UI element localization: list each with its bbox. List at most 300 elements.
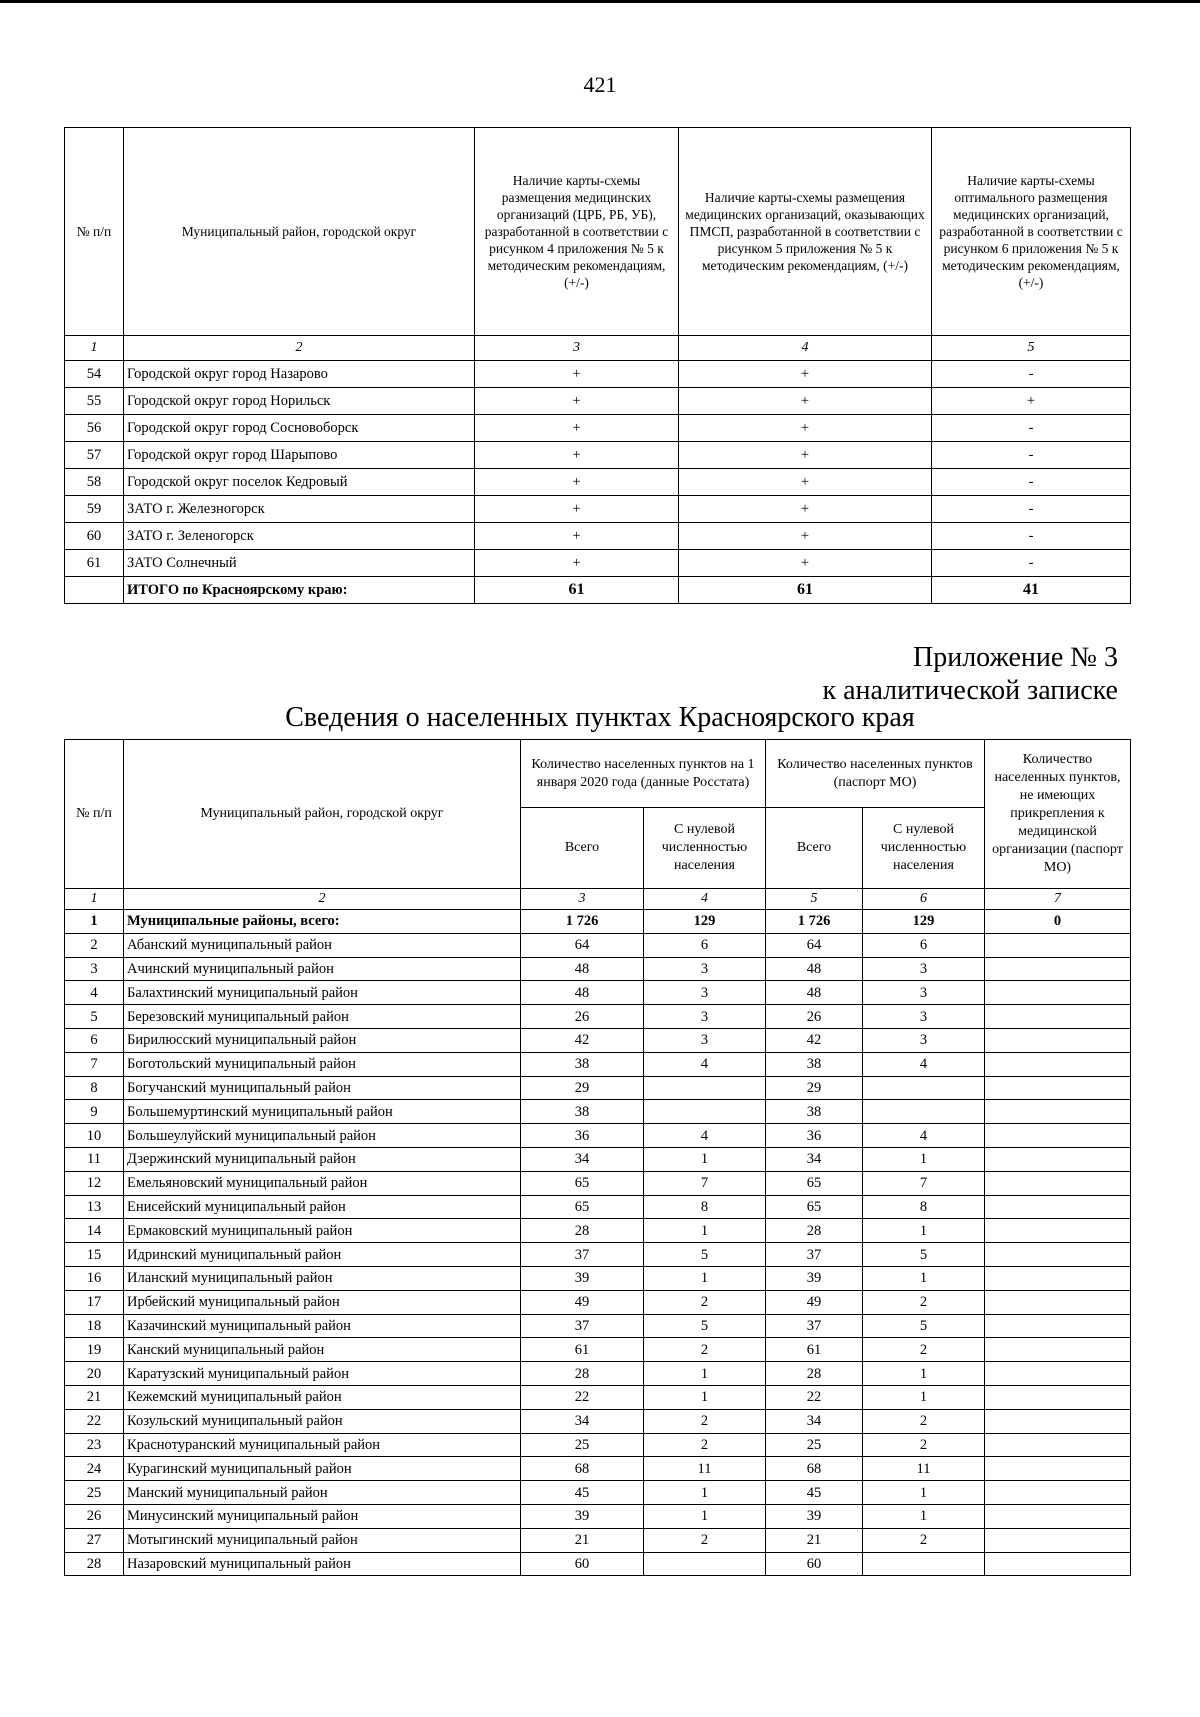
header-num: № п/п	[65, 128, 124, 336]
table-row	[65, 1005, 1131, 1029]
rosstat-total: 64	[521, 933, 644, 957]
row-number: 57	[65, 442, 124, 469]
pmsp-map-value: +	[679, 469, 932, 496]
passport-total: 38	[766, 1100, 863, 1124]
row-number: 18	[65, 1314, 124, 1338]
pmsp-map-value: +	[679, 388, 932, 415]
rosstat-zero: 1	[644, 1219, 766, 1243]
district-name: Ирбейский муниципальный район	[124, 1290, 521, 1314]
optimal-map-value: +	[932, 388, 1131, 415]
empty-cell	[65, 577, 124, 604]
pmsp-map-value: +	[679, 442, 932, 469]
total-crb-map: 61	[475, 577, 679, 604]
settlements-table	[64, 739, 1131, 1576]
table-row	[65, 1219, 1131, 1243]
no-attachment	[985, 1504, 1131, 1528]
rosstat-total: 36	[521, 1124, 644, 1148]
row-number: 26	[65, 1504, 124, 1528]
rosstat-total: 45	[521, 1481, 644, 1505]
optimal-map-value: -	[932, 550, 1131, 577]
col-number: 3	[521, 889, 644, 910]
rosstat-total: 1 726	[521, 910, 644, 934]
no-attachment	[985, 1385, 1131, 1409]
header-passport-total: Всего	[766, 808, 863, 889]
row-number: 16	[65, 1266, 124, 1290]
col-number: 5	[766, 889, 863, 910]
rosstat-zero	[644, 1076, 766, 1100]
rosstat-total: 39	[521, 1504, 644, 1528]
passport-total: 38	[766, 1052, 863, 1076]
table-row	[65, 933, 1131, 957]
header-rosstat: Количество населенных пунктов на 1 января 2020 года (данные Росстата)	[521, 740, 766, 808]
col-number: 1	[65, 889, 124, 910]
rosstat-total: 65	[521, 1171, 644, 1195]
header-district: Муниципальный район, городской округ	[124, 740, 521, 889]
table-row	[65, 1504, 1131, 1528]
no-attachment: 0	[985, 910, 1131, 934]
row-number: 13	[65, 1195, 124, 1219]
rosstat-total: 26	[521, 1005, 644, 1029]
header-passport: Количество населенных пунктов (паспорт МО)	[766, 740, 985, 808]
col-number: 3	[475, 336, 679, 361]
rosstat-zero: 4	[644, 1052, 766, 1076]
total-optimal-map: 41	[932, 577, 1131, 604]
district-name: Большемуртинский муниципальный район	[124, 1100, 521, 1124]
table-row	[65, 1338, 1131, 1362]
table-row	[65, 1243, 1131, 1267]
crb-map-value: +	[475, 469, 679, 496]
col-number: 2	[124, 889, 521, 910]
district-name: ЗАТО г. Зеленогорск	[124, 523, 475, 550]
row-number: 22	[65, 1409, 124, 1433]
passport-total: 22	[766, 1385, 863, 1409]
passport-zero	[863, 1076, 985, 1100]
passport-zero: 129	[863, 910, 985, 934]
passport-total: 21	[766, 1528, 863, 1552]
passport-total: 42	[766, 1028, 863, 1052]
passport-total: 39	[766, 1504, 863, 1528]
table-row	[65, 1100, 1131, 1124]
passport-total: 68	[766, 1457, 863, 1481]
table-row	[65, 361, 1131, 388]
crb-map-value: +	[475, 361, 679, 388]
district-name: Боготольский муниципальный район	[124, 1052, 521, 1076]
rosstat-total: 37	[521, 1314, 644, 1338]
top-border	[0, 0, 1200, 3]
row-number: 28	[65, 1552, 124, 1576]
row-number: 11	[65, 1147, 124, 1171]
table-row	[65, 388, 1131, 415]
no-attachment	[985, 1147, 1131, 1171]
passport-zero: 2	[863, 1290, 985, 1314]
passport-zero: 2	[863, 1433, 985, 1457]
crb-map-value: +	[475, 523, 679, 550]
row-number: 25	[65, 1481, 124, 1505]
crb-map-value: +	[475, 415, 679, 442]
passport-zero: 3	[863, 957, 985, 981]
row-number: 17	[65, 1290, 124, 1314]
passport-total: 37	[766, 1243, 863, 1267]
col-number: 2	[124, 336, 475, 361]
no-attachment	[985, 1362, 1131, 1386]
rosstat-zero: 1	[644, 1147, 766, 1171]
rosstat-total: 60	[521, 1552, 644, 1576]
passport-total: 39	[766, 1266, 863, 1290]
table-row	[65, 523, 1131, 550]
row-number: 15	[65, 1243, 124, 1267]
column-numbers-row	[65, 336, 1131, 361]
passport-zero: 1	[863, 1266, 985, 1290]
table-row	[65, 1290, 1131, 1314]
appendix-line-1: Приложение № 3	[913, 642, 1118, 673]
district-name: Назаровский муниципальный район	[124, 1552, 521, 1576]
passport-zero: 3	[863, 981, 985, 1005]
no-attachment	[985, 957, 1131, 981]
rosstat-total: 29	[521, 1076, 644, 1100]
section-title: Сведения о населенных пунктах Красноярского края	[285, 702, 915, 733]
row-number: 59	[65, 496, 124, 523]
row-number: 19	[65, 1338, 124, 1362]
passport-zero: 11	[863, 1457, 985, 1481]
pmsp-map-value: +	[679, 550, 932, 577]
district-name: Каратузский муниципальный район	[124, 1362, 521, 1386]
row-number: 24	[65, 1457, 124, 1481]
rosstat-zero: 129	[644, 910, 766, 934]
passport-total: 26	[766, 1005, 863, 1029]
district-name: Балахтинский муниципальный район	[124, 981, 521, 1005]
district-name: Городской округ город Норильск	[124, 388, 475, 415]
table-row	[65, 1076, 1131, 1100]
optimal-map-value: -	[932, 361, 1131, 388]
passport-zero: 7	[863, 1171, 985, 1195]
crb-map-value: +	[475, 388, 679, 415]
rosstat-zero: 1	[644, 1362, 766, 1386]
col-number: 5	[932, 336, 1131, 361]
rosstat-total: 28	[521, 1362, 644, 1386]
passport-total: 25	[766, 1433, 863, 1457]
district-name: Ачинский муниципальный район	[124, 957, 521, 981]
table-row	[65, 1552, 1131, 1576]
passport-total: 49	[766, 1290, 863, 1314]
no-attachment	[985, 981, 1131, 1005]
table-row	[65, 415, 1131, 442]
table-row	[65, 1481, 1131, 1505]
table-row	[65, 469, 1131, 496]
row-number: 2	[65, 933, 124, 957]
rosstat-total: 61	[521, 1338, 644, 1362]
row-number: 10	[65, 1124, 124, 1148]
district-name: Городской округ город Сосновоборск	[124, 415, 475, 442]
rosstat-total: 21	[521, 1528, 644, 1552]
no-attachment	[985, 1195, 1131, 1219]
pmsp-map-value: +	[679, 523, 932, 550]
table-row	[65, 957, 1131, 981]
row-number: 14	[65, 1219, 124, 1243]
district-name: Городской округ поселок Кедровый	[124, 469, 475, 496]
col-number: 7	[985, 889, 1131, 910]
rosstat-total: 34	[521, 1409, 644, 1433]
passport-zero: 4	[863, 1124, 985, 1148]
rosstat-zero: 3	[644, 981, 766, 1005]
rosstat-zero	[644, 1552, 766, 1576]
district-name: Канский муниципальный район	[124, 1338, 521, 1362]
no-attachment	[985, 1433, 1131, 1457]
district-name: Ермаковский муниципальный район	[124, 1219, 521, 1243]
district-name: Идринский муниципальный район	[124, 1243, 521, 1267]
optimal-map-value: -	[932, 496, 1131, 523]
district-name: Городской округ город Назарово	[124, 361, 475, 388]
passport-zero: 3	[863, 1005, 985, 1029]
table-row	[65, 1409, 1131, 1433]
district-name: ЗАТО г. Железногорск	[124, 496, 475, 523]
row-number: 58	[65, 469, 124, 496]
appendix-line-2: к аналитической записке	[822, 675, 1118, 706]
row-number: 56	[65, 415, 124, 442]
row-number: 27	[65, 1528, 124, 1552]
passport-total: 61	[766, 1338, 863, 1362]
row-number: 12	[65, 1171, 124, 1195]
rosstat-zero: 1	[644, 1481, 766, 1505]
passport-zero: 1	[863, 1362, 985, 1386]
rosstat-total: 28	[521, 1219, 644, 1243]
optimal-map-value: -	[932, 442, 1131, 469]
district-name: Козульский муниципальный район	[124, 1409, 521, 1433]
header-passport-zero: С нулевой численностью населения	[863, 808, 985, 889]
col-number: 1	[65, 336, 124, 361]
no-attachment	[985, 1528, 1131, 1552]
rosstat-zero: 2	[644, 1433, 766, 1457]
district-name: Бирилюсский муниципальный район	[124, 1028, 521, 1052]
no-attachment	[985, 933, 1131, 957]
rosstat-zero: 3	[644, 1005, 766, 1029]
rosstat-zero: 4	[644, 1124, 766, 1148]
rosstat-total: 34	[521, 1147, 644, 1171]
passport-total: 60	[766, 1552, 863, 1576]
row-number: 8	[65, 1076, 124, 1100]
passport-total: 34	[766, 1147, 863, 1171]
rosstat-total: 38	[521, 1052, 644, 1076]
column-numbers-row	[65, 889, 1131, 910]
district-name: ЗАТО Солнечный	[124, 550, 475, 577]
no-attachment	[985, 1171, 1131, 1195]
passport-zero: 2	[863, 1338, 985, 1362]
rosstat-zero: 3	[644, 957, 766, 981]
total-label: ИТОГО по Красноярскому краю:	[124, 577, 475, 604]
passport-total: 29	[766, 1076, 863, 1100]
rosstat-zero	[644, 1100, 766, 1124]
pmsp-map-value: +	[679, 496, 932, 523]
table-row	[65, 1528, 1131, 1552]
pmsp-map-value: +	[679, 361, 932, 388]
col-number: 6	[863, 889, 985, 910]
passport-total: 65	[766, 1195, 863, 1219]
optimal-map-value: -	[932, 523, 1131, 550]
no-attachment	[985, 1005, 1131, 1029]
no-attachment	[985, 1457, 1131, 1481]
district-name: Казачинский муниципальный район	[124, 1314, 521, 1338]
total-row	[65, 577, 1131, 604]
district-name: Дзержинский муниципальный район	[124, 1147, 521, 1171]
row-number: 55	[65, 388, 124, 415]
passport-zero	[863, 1100, 985, 1124]
passport-zero: 8	[863, 1195, 985, 1219]
header-rosstat-total: Всего	[521, 808, 644, 889]
district-name: Городской округ город Шарыпово	[124, 442, 475, 469]
table-row	[65, 550, 1131, 577]
table-row	[65, 1266, 1131, 1290]
rosstat-zero: 1	[644, 1266, 766, 1290]
rosstat-total: 25	[521, 1433, 644, 1457]
passport-total: 37	[766, 1314, 863, 1338]
optimal-map-value: -	[932, 469, 1131, 496]
passport-total: 48	[766, 981, 863, 1005]
row-number: 54	[65, 361, 124, 388]
passport-total: 34	[766, 1409, 863, 1433]
rosstat-zero: 1	[644, 1385, 766, 1409]
no-attachment	[985, 1552, 1131, 1576]
district-name: Емельяновский муниципальный район	[124, 1171, 521, 1195]
table-row	[65, 1385, 1131, 1409]
district-name: Муниципальные районы, всего:	[124, 910, 521, 934]
row-number: 6	[65, 1028, 124, 1052]
district-name: Кежемский муниципальный район	[124, 1385, 521, 1409]
no-attachment	[985, 1481, 1131, 1505]
rosstat-total: 22	[521, 1385, 644, 1409]
passport-total: 36	[766, 1124, 863, 1148]
crb-map-value: +	[475, 496, 679, 523]
row-number: 1	[65, 910, 124, 934]
passport-zero: 3	[863, 1028, 985, 1052]
no-attachment	[985, 1100, 1131, 1124]
rosstat-zero: 5	[644, 1243, 766, 1267]
table-row	[65, 1124, 1131, 1148]
rosstat-total: 39	[521, 1266, 644, 1290]
table-row	[65, 1195, 1131, 1219]
table-row	[65, 496, 1131, 523]
no-attachment	[985, 1076, 1131, 1100]
passport-zero: 1	[863, 1481, 985, 1505]
passport-total: 45	[766, 1481, 863, 1505]
district-name: Богучанский муниципальный район	[124, 1076, 521, 1100]
row-number: 60	[65, 523, 124, 550]
table-row	[65, 1171, 1131, 1195]
row-number: 61	[65, 550, 124, 577]
district-name: Курагинский муниципальный район	[124, 1457, 521, 1481]
no-attachment	[985, 1409, 1131, 1433]
rosstat-zero: 2	[644, 1338, 766, 1362]
rosstat-zero: 8	[644, 1195, 766, 1219]
pmsp-map-value: +	[679, 415, 932, 442]
rosstat-total: 68	[521, 1457, 644, 1481]
passport-zero: 1	[863, 1385, 985, 1409]
table-row	[65, 910, 1131, 934]
passport-zero: 1	[863, 1504, 985, 1528]
rosstat-total: 38	[521, 1100, 644, 1124]
rosstat-total: 49	[521, 1290, 644, 1314]
no-attachment	[985, 1243, 1131, 1267]
row-number: 5	[65, 1005, 124, 1029]
row-number: 4	[65, 981, 124, 1005]
district-name: Иланский муниципальный район	[124, 1266, 521, 1290]
passport-zero	[863, 1552, 985, 1576]
rosstat-zero: 1	[644, 1504, 766, 1528]
table-row	[65, 1433, 1131, 1457]
passport-zero: 2	[863, 1409, 985, 1433]
col-number: 4	[679, 336, 932, 361]
crb-map-value: +	[475, 442, 679, 469]
passport-total: 28	[766, 1362, 863, 1386]
district-name: Минусинский муниципальный район	[124, 1504, 521, 1528]
rosstat-total: 48	[521, 957, 644, 981]
passport-zero: 2	[863, 1528, 985, 1552]
table-row	[65, 981, 1131, 1005]
rosstat-total: 48	[521, 981, 644, 1005]
passport-zero: 5	[863, 1243, 985, 1267]
rosstat-zero: 6	[644, 933, 766, 957]
passport-zero: 1	[863, 1147, 985, 1171]
page-number: 421	[583, 72, 617, 97]
rosstat-zero: 2	[644, 1290, 766, 1314]
rosstat-zero: 2	[644, 1528, 766, 1552]
header-optimal-map: Наличие карты-схемы оптимального размещения медицинских организаций, разработанной в соответствии с рисунком 6 приложения № 5 к методическим рекомендациям, (+/-)	[932, 128, 1131, 336]
no-attachment	[985, 1314, 1131, 1338]
no-attachment	[985, 1028, 1131, 1052]
rosstat-total: 42	[521, 1028, 644, 1052]
no-attachment	[985, 1338, 1131, 1362]
total-pmsp-map: 61	[679, 577, 932, 604]
passport-total: 1 726	[766, 910, 863, 934]
rosstat-zero: 11	[644, 1457, 766, 1481]
row-number: 20	[65, 1362, 124, 1386]
passport-zero: 1	[863, 1219, 985, 1243]
header-no-attachment: Количество населенных пунктов, не имеющих прикрепления к медицинской организации (паспорт МО)	[985, 740, 1131, 889]
passport-total: 64	[766, 933, 863, 957]
district-name: Большеулуйский муниципальный район	[124, 1124, 521, 1148]
row-number: 9	[65, 1100, 124, 1124]
table-row	[65, 442, 1131, 469]
header-pmsp-map: Наличие карты-схемы размещения медицинских организаций, оказывающих ПМСП, разработанной в соответствии с рисунком 5 приложения № 5 к методическим рекомендациям, (+/-)	[679, 128, 932, 336]
district-name: Мотыгинский муниципальный район	[124, 1528, 521, 1552]
row-number: 7	[65, 1052, 124, 1076]
row-number: 23	[65, 1433, 124, 1457]
header-num: № п/п	[65, 740, 124, 889]
table-row	[65, 1028, 1131, 1052]
passport-total: 65	[766, 1171, 863, 1195]
header-crb-map: Наличие карты-схемы размещения медицинских организаций (ЦРБ, РБ, УБ), разработанной в соответствии с рисунком 4 приложения № 5 к методическим рекомендациям, (+/-)	[475, 128, 679, 336]
no-attachment	[985, 1124, 1131, 1148]
no-attachment	[985, 1266, 1131, 1290]
rosstat-total: 37	[521, 1243, 644, 1267]
rosstat-zero: 3	[644, 1028, 766, 1052]
appendix-heading	[822, 641, 1118, 707]
district-name: Абанский муниципальный район	[124, 933, 521, 957]
header-district: Муниципальный район, городской округ	[124, 128, 475, 336]
district-name: Манский муниципальный район	[124, 1481, 521, 1505]
header-rosstat-zero: С нулевой численностью населения	[644, 808, 766, 889]
col-number: 4	[644, 889, 766, 910]
table-row	[65, 1362, 1131, 1386]
district-name: Енисейский муниципальный район	[124, 1195, 521, 1219]
district-name: Березовский муниципальный район	[124, 1005, 521, 1029]
table-row	[65, 1314, 1131, 1338]
optimal-map-value: -	[932, 415, 1131, 442]
no-attachment	[985, 1290, 1131, 1314]
row-number: 3	[65, 957, 124, 981]
rosstat-total: 65	[521, 1195, 644, 1219]
table-row	[65, 1457, 1131, 1481]
crb-map-value: +	[475, 550, 679, 577]
rosstat-zero: 2	[644, 1409, 766, 1433]
